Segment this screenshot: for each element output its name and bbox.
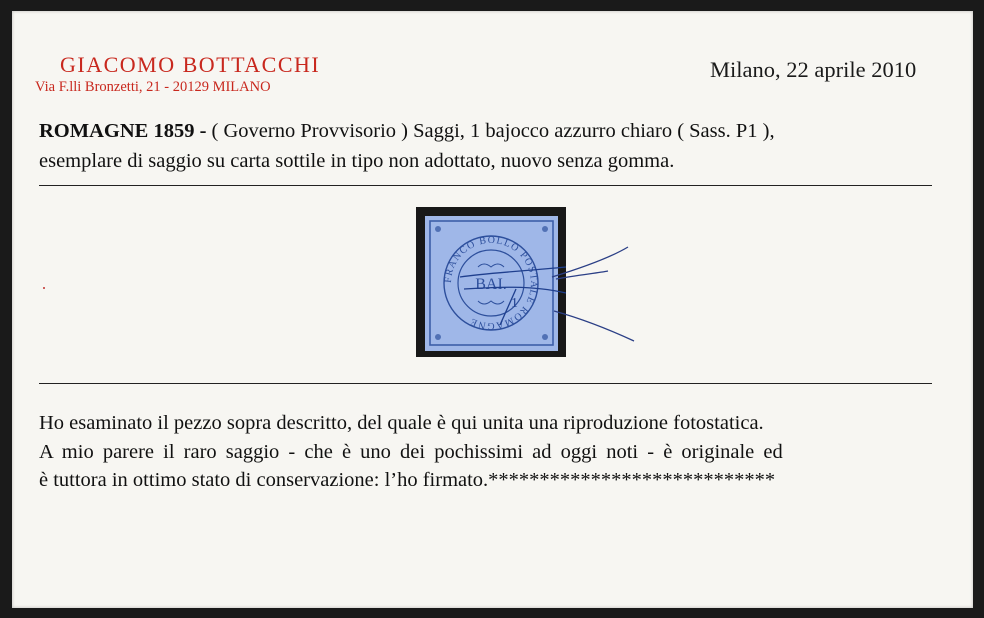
statement-line-3: è tuttora in ottimo stato di conservazione: l’ho firmato.**************************** bbox=[39, 469, 776, 491]
description-line-1 bbox=[39, 116, 949, 146]
description-line-1-text: ( Governo Provvisorio ) Saggi, 1 bajocco azzurro chiaro ( Sass. P1 ), bbox=[206, 120, 775, 142]
expert-statement bbox=[39, 409, 939, 495]
description-line-2: esemplare di saggio su carta sottile in tipo non adottato, nuovo senza gomma. bbox=[39, 150, 675, 172]
statement-line-2: A mio parere il raro saggio - che è uno dei pochissimi ad oggi noti - è originale ed bbox=[39, 440, 783, 463]
statement-line-1: Ho esaminato il pezzo sopra descritto, del quale è qui unita una riproduzione fotostatica. bbox=[39, 412, 764, 434]
description-heading: ROMAGNE 1859 - bbox=[39, 120, 207, 142]
issuer-name: GIACOMO BOTTACCHI bbox=[60, 52, 321, 77]
ink-speck bbox=[43, 287, 45, 289]
issuer-address: Via F.lli Bronzetti, 21 - 20129 MILANO bbox=[35, 79, 271, 95]
stamp-photo bbox=[416, 207, 566, 357]
stamp-value-mark: 1 bbox=[511, 296, 518, 311]
divider-top bbox=[39, 185, 932, 186]
place-date: Milano, 22 aprile 2010 bbox=[710, 57, 917, 82]
pen-strokes bbox=[548, 239, 638, 349]
certificate-page bbox=[12, 11, 973, 608]
stamp-image bbox=[416, 207, 566, 357]
divider-bottom bbox=[39, 383, 932, 384]
stamp-description bbox=[39, 116, 949, 176]
stamp-ring-text: FRANCO BOLLO POSTALE ROMAGNE bbox=[442, 234, 540, 332]
stamp-center-text: BAI. bbox=[475, 276, 507, 293]
